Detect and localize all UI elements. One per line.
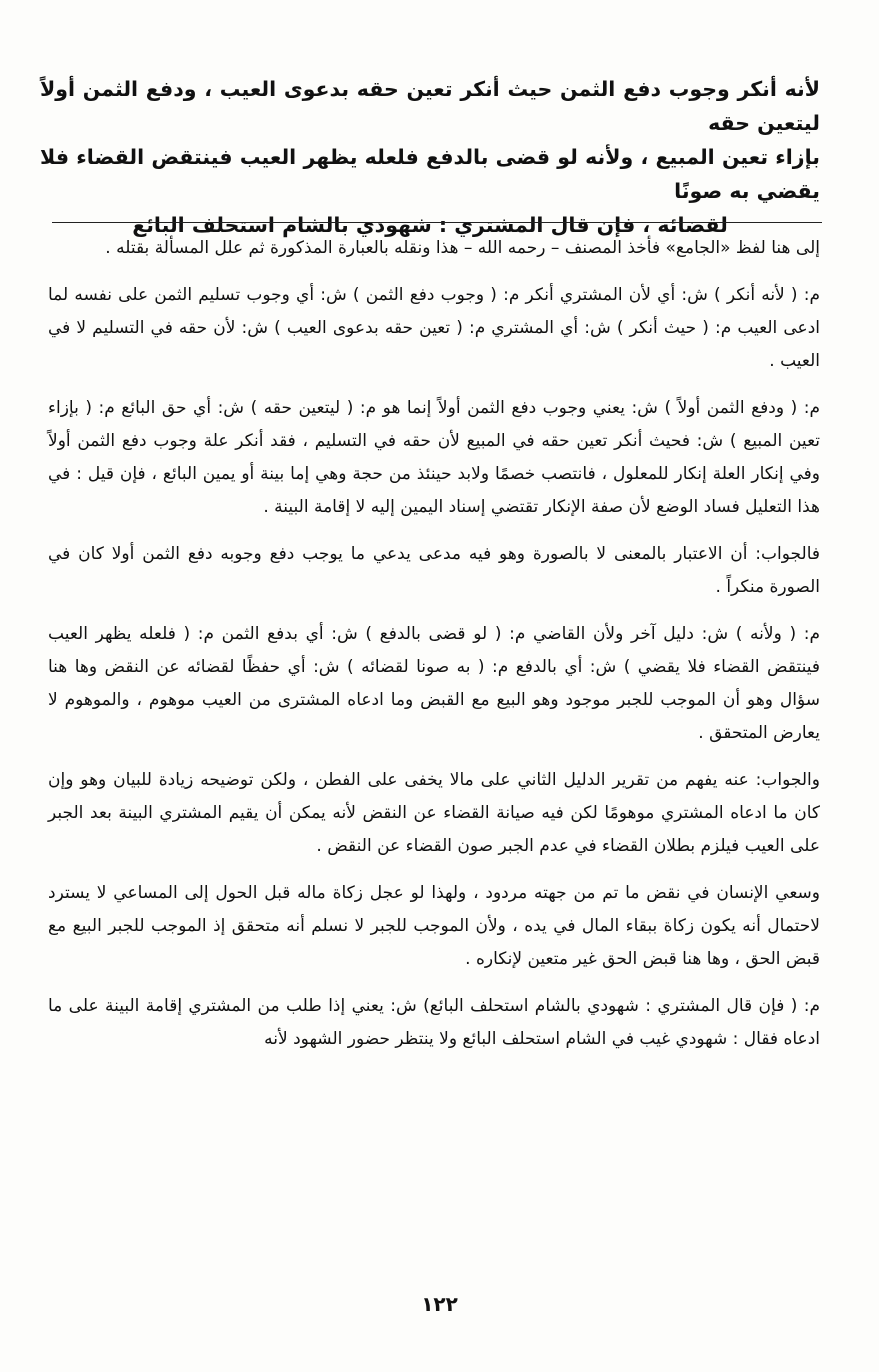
matn-text: [40, 72, 820, 242]
commentary-paragraph-7: وسعي الإنسان في نقض ما تم من جهته مردود ، ولهذا لو عجل زكاة ماله قبل الحول إلى المساعي لا يسترد لاحتمال أنه يكون زكاة ببقاء المال في يده ، ولأن الموجب للجبر لا نسلم أنه متحقق إذ الموجب للجبر البيع مع قبض الحق ، وها هنا قبض الحق غير متعين لإنكاره .: [48, 883, 820, 969]
commentary-paragraph-3: م: ( ودفع الثمن أولاً ) ش: يعني وجوب دفع الثمن أولاً إنما هو م: ( ليتعين حقه ) ش: أي حق البائع م: ( بإزاء تعين المبيع ) ش: فحيث أنكر تعين حقه في المبيع لأن حقه في التسليم ، فقد أنكر علة وجوب دفع الثمن أولاً وفي إنكار العلة إنكار للمعلول ، فانتصب خصمًا ولابد حينئذ من حجة وهي إما بينة أو يمين البائع ، فإن قيل : في هذا التعليل فساد الوضع لأن صفة الإنكار تقتضي إسناد اليمين إليه لا إقامة البينة .: [48, 398, 820, 517]
commentary-paragraph-4: فالجواب: أن الاعتبار بالمعنى لا بالصورة وهو فيه مدعى يدعي ما يوجب دفع وجوبه دفع الثمن أولا كان في الصورة منكراً .: [48, 544, 820, 597]
commentary-paragraph-8: م: ( فإن قال المشتري : شهودي بالشام استحلف البائع) ش: يعني إذا طلب من المشتري إقامة البينة على ما ادعاه فقال : شهودي غيب في الشام استحلف البائع ولا ينتظر حضور الشهود لأنه: [48, 996, 820, 1049]
commentary-paragraph-5: م: ( ولأنه ) ش: دليل آخر ولأن القاضي م: ( لو قضى بالدفع ) ش: أي بدفع الثمن م: ( فلعله يظهر العيب فينتقض القضاء فلا يقضي ) ش: أي بالدفع م: ( به صونا لقضائه ) ش: أي حفظًا لقضائه عن النقض وها هنا سؤال وهو أن الموجب للجبر موجود وهو البيع مع القبض وما ادعاه المشترى من العيب موهوم ، والموهوم لا يعارض المتحقق .: [48, 624, 820, 743]
matn-line-1: لأنه أنكر وجوب دفع الثمن حيث أنكر تعين حقه بدعوى العيب ، ودفع الثمن أولاً ليتعين حقه: [40, 77, 820, 135]
page-number: ١٢٢: [421, 1292, 458, 1316]
commentary-paragraph-2: م: ( لأنه أنكر ) ش: أي لأن المشتري أنكر م: ( وجوب دفع الثمن ) ش: أي وجوب تسليم الثمن على نفسه لما ادعى العيب م: ( حيث أنكر ) ش: أي المشتري م: ( تعين حقه بدعوى العيب ) ش: لأن حقه في التسليم لا في العيب .: [48, 285, 820, 371]
commentary-paragraph-6: والجواب: عنه يفهم من تقرير الدليل الثاني على مالا يخفى على الفطن ، ولكن توضيحه زيادة للبيان وهو وإن كان ما ادعاه المشتري موهومًا لكن فيه صيانة القضاء عن النقض لأنه يمكن أن يقيم المشتري البينة بعد الجبر على العيب فيلزم بطلان القضاء في عدم الجبر صون القضاء عن النقض .: [48, 770, 820, 856]
matn-line-2: بإزاء تعين المبيع ، ولأنه لو قضى بالدفع فلعله يظهر العيب فينتقض القضاء فلا يقضي به صونًا: [40, 145, 820, 203]
commentary-text: [48, 232, 820, 1070]
commentary-paragraph-1: إلى هنا لفظ «الجامع» فأخذ المصنف – رحمه الله – هذا ونقله بالعبارة المذكورة ثم علل المسألة بقتله .: [105, 238, 820, 258]
matn-line-3: لقضائه ، فإن قال المشتري : شهودي بالشام استحلف البائع: [132, 213, 728, 237]
separator-rule: [52, 222, 822, 223]
